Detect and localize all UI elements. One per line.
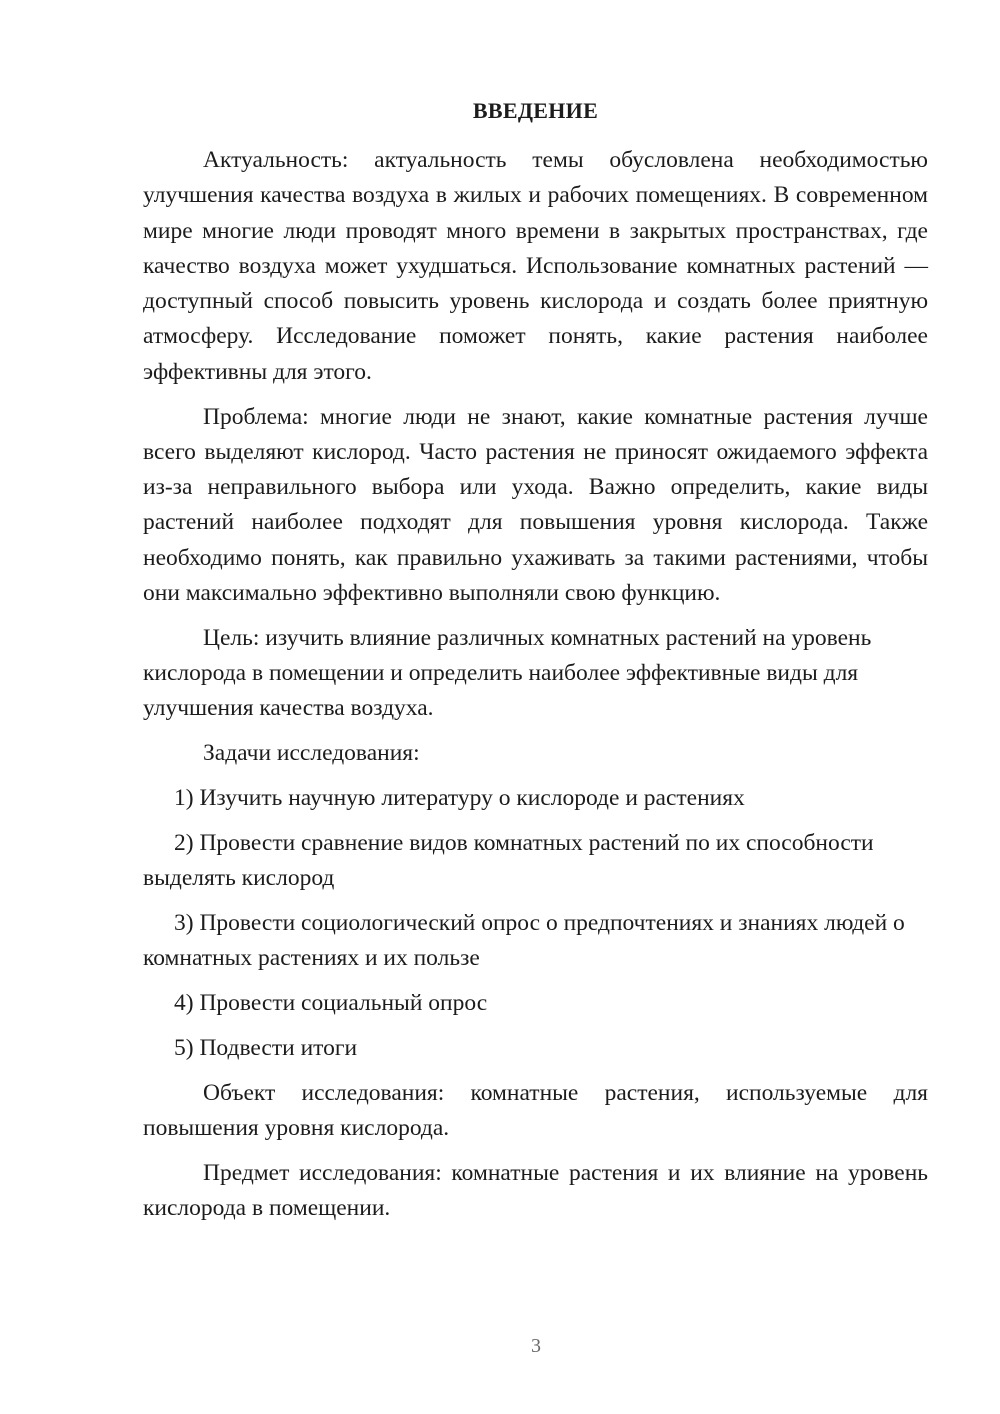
tasks-heading: Задачи исследования:: [203, 740, 420, 767]
task-item-3: 3) Провести социологический опрос о предпочтениях и знаниях людей о комнатных растениях и их пользе: [143, 909, 905, 972]
relevance-paragraph: Актуальность: актуальность темы обусловлена необходимостью улучшения качества воздуха в жилых и рабочих помещениях. В современном мире многие люди проводят много времени в закрытых пространствах, где качество воздуха может ухудшаться. Использование комнатных растений — доступный способ повысить уровень кислорода и создать более приятную атмосферу. Исследование поможет понять, какие растения наиболее эффективны для этого.: [143, 147, 928, 385]
subject-paragraph: Предмет исследования: комнатные растения и их влияние на уровень кислорода в помещении.: [143, 1159, 928, 1222]
page-number: 3: [531, 1335, 541, 1357]
problem-paragraph: Проблема: многие люди не знают, какие комнатные растения лучше всего выделяют кислород. Часто растения не приносят ожидаемого эффекта из-за неправильного выбора или ухода. Важно определить, какие виды растений наиболее подходят для повышения уровня кислорода. Также необходимо понять, как правильно ухаживать за такими растениями, чтобы они максимально эффективно выполняли свою функцию.: [143, 403, 928, 607]
object-paragraph: Объект исследования: комнатные растения, используемые для повышения уровня кислорода.: [143, 1079, 928, 1141]
task-item-1: 1) Изучить научную литературу о кислороде и растениях: [174, 785, 745, 812]
task-item-2: 2) Провести сравнение видов комнатных растений по их способности выделять кислород: [143, 829, 874, 892]
task-item-4: 4) Провести социальный опрос: [174, 990, 488, 1017]
goal-paragraph: Цель: изучить влияние различных комнатных растений на уровень кислорода в помещении и определить наиболее эффективные виды для улучшения качества воздуха.: [143, 624, 872, 722]
section-body: [143, 143, 928, 1236]
task-item-5: 5) Подвести итоги: [174, 1034, 358, 1061]
section-heading: ВВЕДЕНИЕ: [472, 98, 599, 123]
